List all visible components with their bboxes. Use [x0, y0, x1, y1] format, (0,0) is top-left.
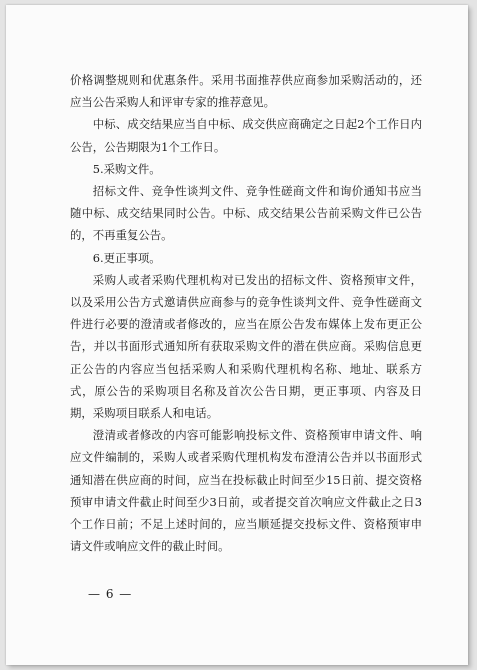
- paragraph-award-announcement: 中标、成交结果应当自中标、成交供应商确定之日起2个工作日内公告，公告期限为1个工作日。: [70, 117, 422, 154]
- heading-corrections: 6.更正事项。: [92, 250, 161, 265]
- paragraph-procurement-documents: 招标文件、竞争性谈判文件、竞争性磋商文件和询价通知书应当随中标、成交结果同时公告。中标、成交结果公告前采购文件已公告的，不再重复公告。: [70, 184, 422, 243]
- paragraph-correction-notice: 采购人或者采购代理机构对已发出的招标文件、资格预审文件，以及采用公告方式邀请供应商参与的竞争性谈判文件、竞争性磋商文件进行必要的澄清或者修改的，应当在原公告发布媒体上发布更正公告，并以书面形式通知所有获取采购文件的潜在供应商。采购信息更正公告的内容应当包括采购人和采购代理机构名称、地址、联系方式，原公告的采购项目名称及首次公告日期，更正事项、内容及日期，采购项目联系人和电话。: [70, 272, 422, 421]
- paragraph-clarification-deadlines: 澄清或者修改的内容可能影响投标文件、资格预审申请文件、响应文件编制的，采购人或者采购代理机构发布澄清公告并以书面形式通知潜在供应商的时间，应当在投标截止时间至少15日前、提交资格预审申请文件截止时间至少3日前，或者提交首次响应文件截止之日3个工作日前；不足上述时间的，应当顺延提交投标文件、资格预审申请文件或响应文件的截止时间。: [70, 428, 422, 554]
- heading-procurement-documents: 5.采购文件。: [92, 161, 161, 176]
- document-page: [6, 5, 468, 665]
- page-number: — 6 —: [88, 587, 133, 601]
- paragraph-pricing-rules: 价格调整规则和优惠条件。采用书面推荐供应商参加采购活动的，还应当公告采购人和评审专家的推荐意见。: [70, 73, 422, 110]
- document-body: [70, 69, 422, 557]
